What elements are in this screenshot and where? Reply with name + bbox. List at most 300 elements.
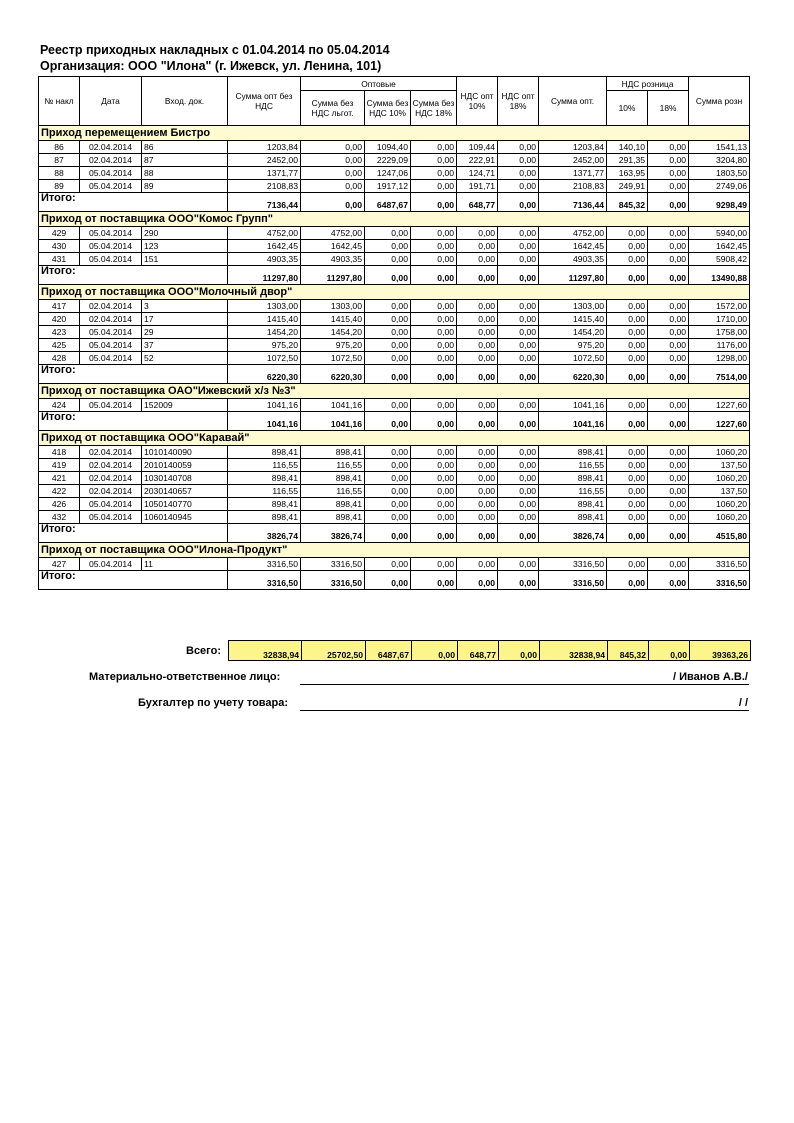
table-cell: 5940,00 bbox=[689, 227, 750, 240]
table-cell: 0,00 bbox=[607, 472, 648, 485]
table-cell: 975,20 bbox=[301, 339, 365, 352]
table-cell: 0,00 bbox=[457, 326, 498, 339]
table-cell: 05.04.2014 bbox=[80, 227, 142, 240]
table-cell: 2010140059 bbox=[142, 459, 228, 472]
grand-total-cell: 845,32 bbox=[608, 641, 649, 661]
table-cell: 423 bbox=[39, 326, 80, 339]
table-cell: 0,00 bbox=[607, 498, 648, 511]
table-cell: 0,00 bbox=[607, 446, 648, 459]
group-total-cell: 0,00 bbox=[498, 193, 539, 212]
group-total-cell: 3316,50 bbox=[301, 571, 365, 590]
table-cell: 1415,40 bbox=[539, 313, 607, 326]
table-cell: 05.04.2014 bbox=[80, 180, 142, 193]
table-cell: 0,00 bbox=[498, 141, 539, 154]
table-cell: 0,00 bbox=[457, 459, 498, 472]
table-cell: 0,00 bbox=[457, 352, 498, 365]
table-cell: 0,00 bbox=[648, 399, 689, 412]
table-cell: 151 bbox=[142, 253, 228, 266]
table-row bbox=[39, 472, 750, 485]
table-row bbox=[39, 558, 750, 571]
table-cell: 89 bbox=[39, 180, 80, 193]
table-cell: 0,00 bbox=[607, 558, 648, 571]
table-row bbox=[39, 339, 750, 352]
group-total-cell: 0,00 bbox=[498, 266, 539, 285]
table-cell: 0,00 bbox=[411, 485, 457, 498]
table-cell: 975,20 bbox=[228, 339, 301, 352]
table-cell: 1041,16 bbox=[539, 399, 607, 412]
group-header-row bbox=[39, 431, 750, 446]
table-cell: 116,55 bbox=[228, 485, 301, 498]
table-cell: 0,00 bbox=[607, 399, 648, 412]
table-cell: 0,00 bbox=[411, 446, 457, 459]
header-doc: Вход. док. bbox=[142, 77, 228, 126]
table-cell: 0,00 bbox=[607, 313, 648, 326]
table-cell: 2108,83 bbox=[228, 180, 301, 193]
table-cell: 4752,00 bbox=[228, 227, 301, 240]
table-cell: 3204,80 bbox=[689, 154, 750, 167]
table-cell: 1454,20 bbox=[301, 326, 365, 339]
group-total-cell: 3826,74 bbox=[228, 524, 301, 543]
group-total-row bbox=[39, 412, 750, 431]
table-cell: 0,00 bbox=[365, 253, 411, 266]
table-cell: 0,00 bbox=[365, 227, 411, 240]
table-cell: 418 bbox=[39, 446, 80, 459]
table-cell: 0,00 bbox=[498, 300, 539, 313]
group-total-cell: 1041,16 bbox=[301, 412, 365, 431]
table-cell: 1303,00 bbox=[539, 300, 607, 313]
table-cell: 0,00 bbox=[607, 300, 648, 313]
responsible-name: / Иванов А.В./ bbox=[673, 671, 748, 683]
table-cell: 05.04.2014 bbox=[80, 352, 142, 365]
table-header bbox=[39, 77, 750, 126]
group-header-row bbox=[39, 212, 750, 227]
group-total-cell: 3316,50 bbox=[539, 571, 607, 590]
table-cell: 1642,45 bbox=[301, 240, 365, 253]
grand-total-cell: 0,00 bbox=[649, 641, 690, 661]
group-total-cell: 6487,67 bbox=[365, 193, 411, 212]
table-cell: 898,41 bbox=[301, 472, 365, 485]
table-cell: 1371,77 bbox=[539, 167, 607, 180]
table-cell: 1203,84 bbox=[228, 141, 301, 154]
group-total-cell: 4515,80 bbox=[689, 524, 750, 543]
table-cell: 29 bbox=[142, 326, 228, 339]
table-cell: 425 bbox=[39, 339, 80, 352]
table-cell: 1060,20 bbox=[689, 446, 750, 459]
table-cell: 0,00 bbox=[607, 339, 648, 352]
table-cell: 86 bbox=[39, 141, 80, 154]
grand-total-cell: 32838,94 bbox=[540, 641, 608, 661]
grand-total-cell: 6487,67 bbox=[366, 641, 412, 661]
group-total-cell: 0,00 bbox=[607, 412, 648, 431]
table-cell: 291,35 bbox=[607, 154, 648, 167]
header-vat-retail-10: 10% bbox=[607, 91, 648, 126]
table-cell: 0,00 bbox=[648, 511, 689, 524]
table-cell: 02.04.2014 bbox=[80, 446, 142, 459]
table-cell: 89 bbox=[142, 180, 228, 193]
table-cell: 898,41 bbox=[301, 511, 365, 524]
group-total-cell: 845,32 bbox=[607, 193, 648, 212]
grand-total-cell: 0,00 bbox=[499, 641, 540, 661]
table-cell: 2749,06 bbox=[689, 180, 750, 193]
group-total-cell: 3316,50 bbox=[228, 571, 301, 590]
table-cell: 0,00 bbox=[365, 240, 411, 253]
table-row bbox=[39, 326, 750, 339]
table-cell: 0,00 bbox=[607, 485, 648, 498]
group-total-cell: 9298,49 bbox=[689, 193, 750, 212]
table-cell: 0,00 bbox=[411, 498, 457, 511]
table-cell: 0,00 bbox=[498, 180, 539, 193]
grand-total-label: Всего: bbox=[186, 645, 221, 657]
group-header-row bbox=[39, 126, 750, 141]
table-cell: 0,00 bbox=[457, 498, 498, 511]
header-vat-retail-18: 18% bbox=[648, 91, 689, 126]
table-cell: 0,00 bbox=[498, 511, 539, 524]
group-total-cell: 3826,74 bbox=[539, 524, 607, 543]
group-name: Приход от поставщика ООО"Молочный двор" bbox=[39, 285, 750, 300]
group-total-cell: 3826,74 bbox=[301, 524, 365, 543]
group-total-cell: 6220,30 bbox=[301, 365, 365, 384]
group-total-cell: 7136,44 bbox=[228, 193, 301, 212]
table-cell: 109,44 bbox=[457, 141, 498, 154]
table-cell: 898,41 bbox=[228, 498, 301, 511]
table-cell: 2229,09 bbox=[365, 154, 411, 167]
table-cell: 0,00 bbox=[498, 558, 539, 571]
table-cell: 2452,00 bbox=[539, 154, 607, 167]
table-cell: 2452,00 bbox=[228, 154, 301, 167]
table-cell: 0,00 bbox=[498, 227, 539, 240]
table-row bbox=[39, 240, 750, 253]
table-cell: 0,00 bbox=[457, 472, 498, 485]
table-cell: 0,00 bbox=[648, 446, 689, 459]
table-cell: 02.04.2014 bbox=[80, 485, 142, 498]
group-total-cell: 1227,60 bbox=[689, 412, 750, 431]
table-row bbox=[39, 485, 750, 498]
table-cell: 1642,45 bbox=[689, 240, 750, 253]
group-total-row bbox=[39, 571, 750, 590]
table-row bbox=[39, 498, 750, 511]
table-cell: 0,00 bbox=[411, 313, 457, 326]
header-sum-retail: Сумма розн bbox=[689, 77, 750, 126]
group-total-cell: 0,00 bbox=[498, 412, 539, 431]
table-cell: 0,00 bbox=[498, 240, 539, 253]
table-cell: 0,00 bbox=[411, 459, 457, 472]
header-sum-opt: Сумма опт. bbox=[539, 77, 607, 126]
table-row bbox=[39, 167, 750, 180]
table-cell: 0,00 bbox=[457, 558, 498, 571]
table-cell: 1758,00 bbox=[689, 326, 750, 339]
group-total-cell: 0,00 bbox=[648, 412, 689, 431]
table-cell: 116,55 bbox=[301, 459, 365, 472]
group-total-cell: 0,00 bbox=[648, 365, 689, 384]
group-total-cell: 7514,00 bbox=[689, 365, 750, 384]
table-cell: 0,00 bbox=[498, 485, 539, 498]
table-cell: 0,00 bbox=[365, 313, 411, 326]
group-total-row bbox=[39, 193, 750, 212]
table-cell: 898,41 bbox=[228, 511, 301, 524]
group-total-cell: 0,00 bbox=[648, 524, 689, 543]
table-cell: 421 bbox=[39, 472, 80, 485]
table-cell: 3316,50 bbox=[689, 558, 750, 571]
table-cell: 0,00 bbox=[411, 399, 457, 412]
table-cell: 0,00 bbox=[301, 141, 365, 154]
table-row bbox=[39, 459, 750, 472]
table-cell: 0,00 bbox=[648, 141, 689, 154]
table-cell: 02.04.2014 bbox=[80, 472, 142, 485]
table-cell: 152009 bbox=[142, 399, 228, 412]
table-cell: 898,41 bbox=[539, 446, 607, 459]
table-cell: 05.04.2014 bbox=[80, 511, 142, 524]
table-cell: 898,41 bbox=[539, 472, 607, 485]
table-cell: 429 bbox=[39, 227, 80, 240]
table-cell: 87 bbox=[39, 154, 80, 167]
table-row bbox=[39, 253, 750, 266]
table-row bbox=[39, 300, 750, 313]
group-name: Приход от поставщика ООО"Комос Групп" bbox=[39, 212, 750, 227]
group-total-cell: 3316,50 bbox=[689, 571, 750, 590]
table-cell: 898,41 bbox=[228, 446, 301, 459]
table-cell: 1050140770 bbox=[142, 498, 228, 511]
table-cell: 88 bbox=[142, 167, 228, 180]
table-cell: 1454,20 bbox=[228, 326, 301, 339]
table-cell: 116,55 bbox=[228, 459, 301, 472]
table-cell: 0,00 bbox=[301, 154, 365, 167]
table-cell: 1415,40 bbox=[301, 313, 365, 326]
responsible-signature-line bbox=[300, 684, 749, 685]
table-row bbox=[39, 141, 750, 154]
table-row bbox=[39, 154, 750, 167]
table-cell: 05.04.2014 bbox=[80, 558, 142, 571]
group-total-cell: 13490,88 bbox=[689, 266, 750, 285]
table-cell: 0,00 bbox=[365, 352, 411, 365]
table-cell: 1642,45 bbox=[539, 240, 607, 253]
group-total-cell: 0,00 bbox=[365, 412, 411, 431]
table-body bbox=[39, 126, 750, 590]
table-cell: 137,50 bbox=[689, 459, 750, 472]
table-cell: 1041,16 bbox=[301, 399, 365, 412]
table-cell: 0,00 bbox=[648, 313, 689, 326]
table-cell: 0,00 bbox=[411, 472, 457, 485]
group-total-cell: 6220,30 bbox=[539, 365, 607, 384]
table-cell: 116,55 bbox=[539, 485, 607, 498]
table-cell: 2030140657 bbox=[142, 485, 228, 498]
table-row bbox=[39, 313, 750, 326]
group-total-cell: 0,00 bbox=[648, 571, 689, 590]
group-total-cell: 0,00 bbox=[498, 365, 539, 384]
table-cell: 124,71 bbox=[457, 167, 498, 180]
table-cell: 0,00 bbox=[648, 300, 689, 313]
table-cell: 116,55 bbox=[539, 459, 607, 472]
table-cell: 5908,42 bbox=[689, 253, 750, 266]
group-header-row bbox=[39, 384, 750, 399]
table-cell: 427 bbox=[39, 558, 80, 571]
group-name: Приход от поставщика ООО"Каравай" bbox=[39, 431, 750, 446]
table-cell: 137,50 bbox=[689, 485, 750, 498]
table-cell: 1060,20 bbox=[689, 498, 750, 511]
group-total-cell: 0,00 bbox=[411, 266, 457, 285]
header-vat-opt-10: НДС опт 10% bbox=[457, 77, 498, 126]
table-cell: 0,00 bbox=[607, 253, 648, 266]
table-cell: 0,00 bbox=[498, 399, 539, 412]
table-cell: 1303,00 bbox=[228, 300, 301, 313]
group-total-label: Итого: bbox=[39, 412, 228, 431]
group-total-cell: 1041,16 bbox=[539, 412, 607, 431]
table-cell: 290 bbox=[142, 227, 228, 240]
table-row bbox=[39, 227, 750, 240]
table-cell: 17 bbox=[142, 313, 228, 326]
table-cell: 4903,35 bbox=[301, 253, 365, 266]
group-total-cell: 0,00 bbox=[648, 193, 689, 212]
group-total-cell: 0,00 bbox=[607, 266, 648, 285]
table-cell: 898,41 bbox=[228, 472, 301, 485]
table-cell: 05.04.2014 bbox=[80, 339, 142, 352]
table-cell: 0,00 bbox=[301, 167, 365, 180]
table-cell: 0,00 bbox=[498, 446, 539, 459]
group-total-label: Итого: bbox=[39, 193, 228, 212]
table-cell: 0,00 bbox=[365, 300, 411, 313]
table-cell: 0,00 bbox=[411, 511, 457, 524]
header-sum-no-vat-10: Сумма без НДС 10% bbox=[365, 91, 411, 126]
table-cell: 0,00 bbox=[365, 498, 411, 511]
table-cell: 1917,12 bbox=[365, 180, 411, 193]
group-header-row bbox=[39, 285, 750, 300]
table-cell: 0,00 bbox=[457, 511, 498, 524]
table-cell: 3316,50 bbox=[228, 558, 301, 571]
group-total-cell: 0,00 bbox=[411, 524, 457, 543]
group-total-cell: 0,00 bbox=[365, 524, 411, 543]
table-cell: 0,00 bbox=[457, 227, 498, 240]
table-cell: 05.04.2014 bbox=[80, 253, 142, 266]
table-cell: 417 bbox=[39, 300, 80, 313]
group-total-cell: 0,00 bbox=[365, 266, 411, 285]
table-cell: 0,00 bbox=[607, 459, 648, 472]
table-cell: 0,00 bbox=[498, 498, 539, 511]
table-cell: 0,00 bbox=[365, 472, 411, 485]
table-cell: 0,00 bbox=[607, 227, 648, 240]
table-cell: 1247,06 bbox=[365, 167, 411, 180]
table-cell: 0,00 bbox=[457, 339, 498, 352]
table-cell: 0,00 bbox=[648, 339, 689, 352]
table-cell: 05.04.2014 bbox=[80, 498, 142, 511]
group-total-cell: 0,00 bbox=[365, 365, 411, 384]
table-cell: 0,00 bbox=[411, 339, 457, 352]
invoice-register-table bbox=[38, 76, 750, 590]
table-cell: 0,00 bbox=[648, 558, 689, 571]
table-cell: 898,41 bbox=[539, 498, 607, 511]
table-cell: 1227,60 bbox=[689, 399, 750, 412]
table-cell: 2108,83 bbox=[539, 180, 607, 193]
table-cell: 420 bbox=[39, 313, 80, 326]
table-cell: 0,00 bbox=[648, 253, 689, 266]
accountant-name: / / bbox=[738, 697, 748, 709]
table-cell: 02.04.2014 bbox=[80, 313, 142, 326]
table-cell: 123 bbox=[142, 240, 228, 253]
table-cell: 0,00 bbox=[607, 511, 648, 524]
table-cell: 4903,35 bbox=[539, 253, 607, 266]
table-cell: 0,00 bbox=[648, 352, 689, 365]
group-name: Приход перемещением Бистро bbox=[39, 126, 750, 141]
group-total-cell: 7136,44 bbox=[539, 193, 607, 212]
header-sum-no-vat-18: Сумма без НДС 18% bbox=[411, 91, 457, 126]
table-cell: 0,00 bbox=[648, 180, 689, 193]
table-cell: 37 bbox=[142, 339, 228, 352]
table-cell: 422 bbox=[39, 485, 80, 498]
table-cell: 1454,20 bbox=[539, 326, 607, 339]
table-cell: 02.04.2014 bbox=[80, 154, 142, 167]
group-total-cell: 0,00 bbox=[457, 524, 498, 543]
grand-total-row bbox=[229, 641, 751, 661]
table-cell: 0,00 bbox=[411, 154, 457, 167]
table-cell: 163,95 bbox=[607, 167, 648, 180]
table-cell: 88 bbox=[39, 167, 80, 180]
table-cell: 0,00 bbox=[365, 459, 411, 472]
table-cell: 0,00 bbox=[498, 167, 539, 180]
table-cell: 1041,16 bbox=[228, 399, 301, 412]
table-cell: 87 bbox=[142, 154, 228, 167]
table-cell: 4752,00 bbox=[301, 227, 365, 240]
table-cell: 0,00 bbox=[411, 180, 457, 193]
grand-total-cell: 648,77 bbox=[458, 641, 499, 661]
group-total-cell: 0,00 bbox=[498, 571, 539, 590]
accountant-signature-line bbox=[300, 710, 749, 711]
group-total-cell: 0,00 bbox=[607, 524, 648, 543]
group-total-cell: 1041,16 bbox=[228, 412, 301, 431]
table-cell: 0,00 bbox=[457, 313, 498, 326]
group-total-row bbox=[39, 524, 750, 543]
table-row bbox=[39, 352, 750, 365]
table-cell: 0,00 bbox=[498, 339, 539, 352]
group-total-label: Итого: bbox=[39, 524, 228, 543]
table-cell: 0,00 bbox=[648, 485, 689, 498]
table-cell: 02.04.2014 bbox=[80, 300, 142, 313]
group-total-row bbox=[39, 266, 750, 285]
table-cell: 0,00 bbox=[498, 253, 539, 266]
table-cell: 0,00 bbox=[365, 326, 411, 339]
table-cell: 0,00 bbox=[365, 339, 411, 352]
table-cell: 0,00 bbox=[457, 485, 498, 498]
table-cell: 4903,35 bbox=[228, 253, 301, 266]
table-cell: 1176,00 bbox=[689, 339, 750, 352]
table-cell: 1010140090 bbox=[142, 446, 228, 459]
table-cell: 0,00 bbox=[365, 446, 411, 459]
table-cell: 1060,20 bbox=[689, 511, 750, 524]
grand-total-cell: 32838,94 bbox=[229, 641, 302, 661]
table-cell: 0,00 bbox=[411, 167, 457, 180]
group-total-cell: 0,00 bbox=[365, 571, 411, 590]
accountant-label: Бухгалтер по учету товара: bbox=[138, 697, 289, 709]
table-cell: 1072,50 bbox=[301, 352, 365, 365]
group-total-cell: 0,00 bbox=[457, 571, 498, 590]
group-total-label: Итого: bbox=[39, 266, 228, 285]
table-cell: 3316,50 bbox=[539, 558, 607, 571]
table-cell: 0,00 bbox=[648, 240, 689, 253]
table-cell: 1642,45 bbox=[228, 240, 301, 253]
table-cell: 3 bbox=[142, 300, 228, 313]
table-cell: 0,00 bbox=[498, 154, 539, 167]
table-cell: 0,00 bbox=[457, 240, 498, 253]
table-cell: 0,00 bbox=[498, 352, 539, 365]
table-cell: 0,00 bbox=[365, 558, 411, 571]
table-cell: 1072,50 bbox=[539, 352, 607, 365]
table-cell: 1803,50 bbox=[689, 167, 750, 180]
group-total-cell: 0,00 bbox=[457, 412, 498, 431]
table-cell: 0,00 bbox=[301, 180, 365, 193]
table-cell: 0,00 bbox=[648, 326, 689, 339]
header-date: Дата bbox=[80, 77, 142, 126]
group-total-cell: 6220,30 bbox=[228, 365, 301, 384]
table-cell: 1298,00 bbox=[689, 352, 750, 365]
table-cell: 1060,20 bbox=[689, 472, 750, 485]
group-total-cell: 0,00 bbox=[411, 571, 457, 590]
